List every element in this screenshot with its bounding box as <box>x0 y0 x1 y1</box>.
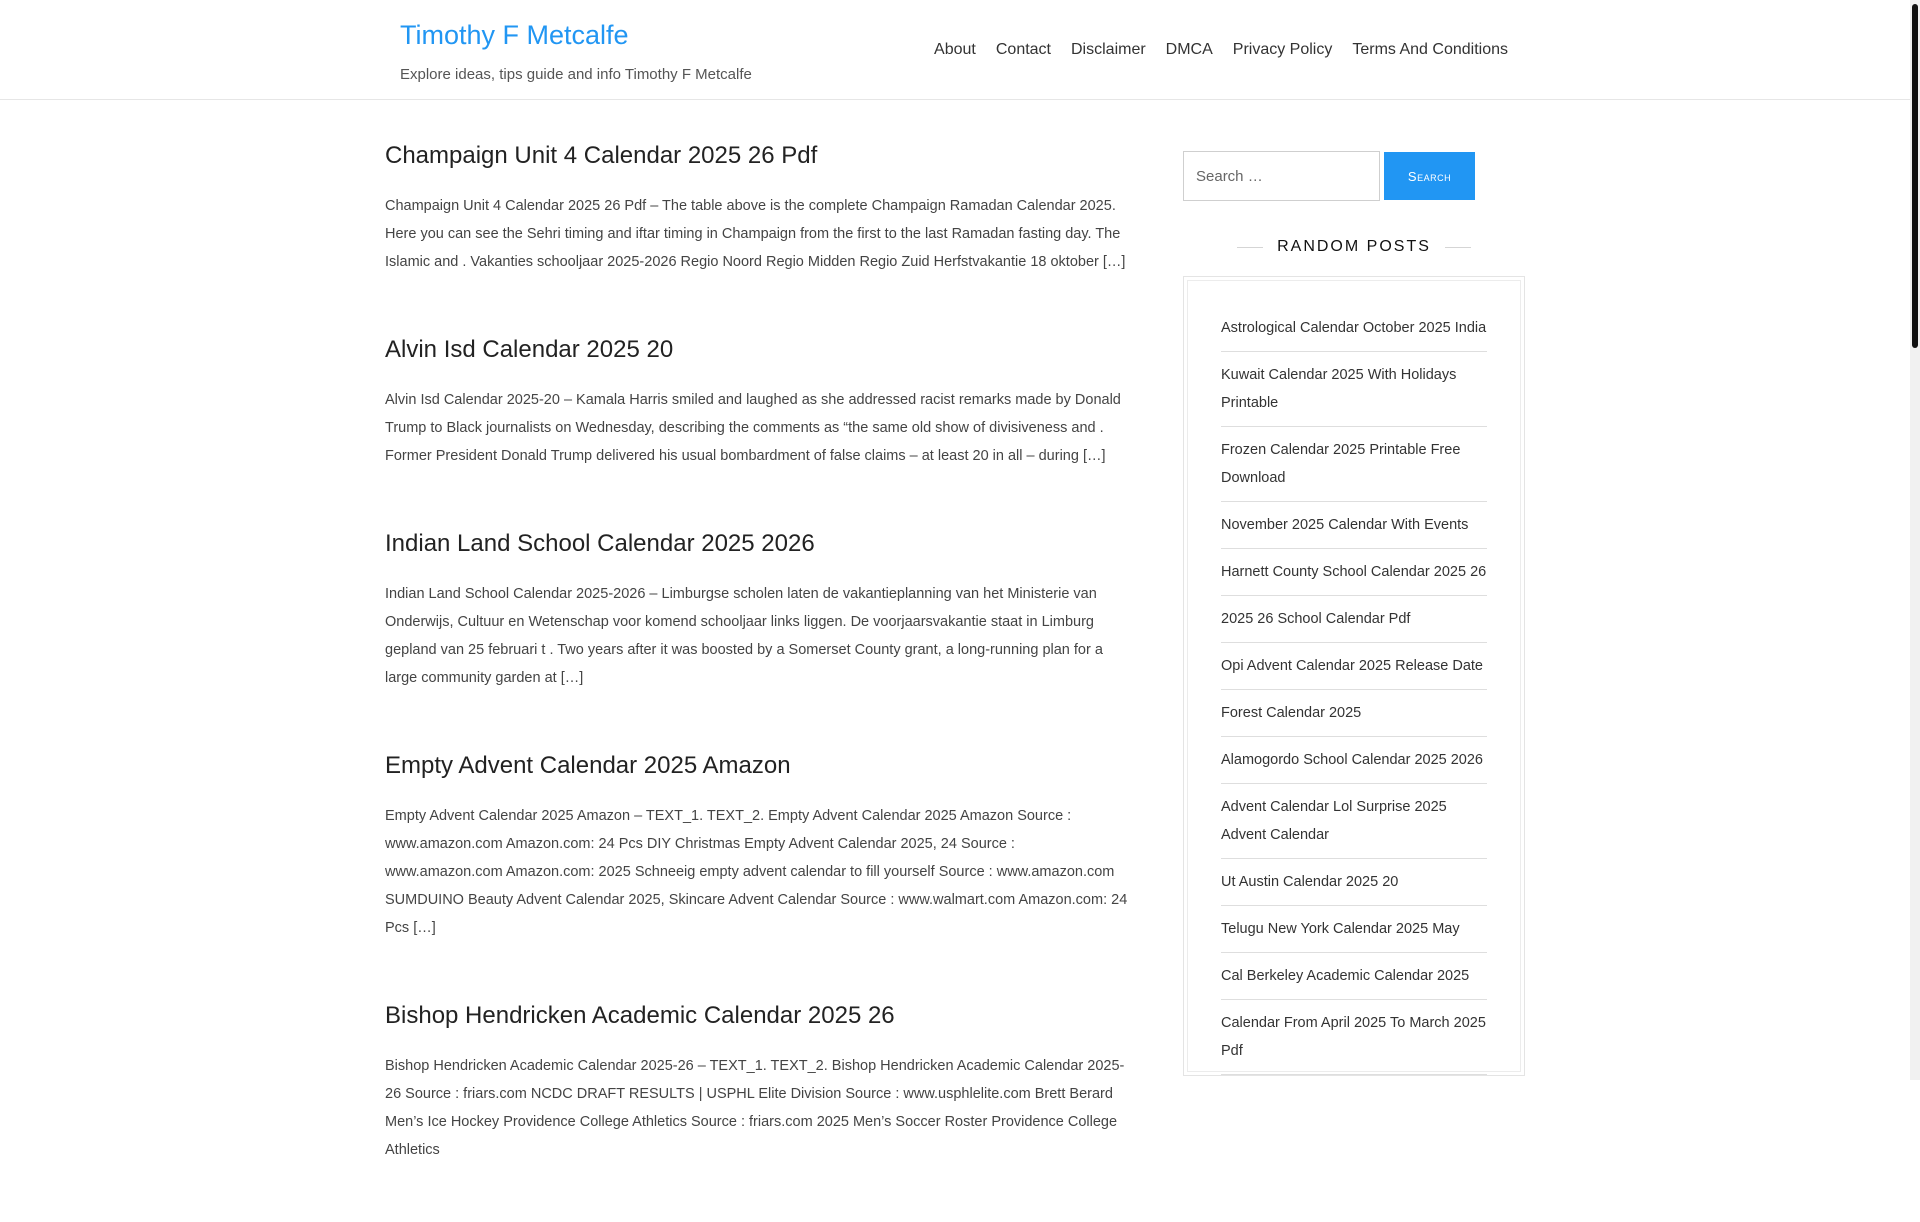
nav-link-privacy-policy[interactable]: Privacy Policy <box>1232 41 1333 58</box>
post-excerpt: Alvin Isd Calendar 2025-20 – Kamala Harris smiled and laughed as she addressed racist remarks made by Donald Trump to Black journalists on Wednesday, describing the comments as “the same old show of divisiveness and . Former President Donald Trump delivered his usual bombardment of false claims – at least 20 in all – during […] <box>385 392 1121 464</box>
list-item <box>1221 549 1487 596</box>
page-scrollbar[interactable] <box>1910 0 1920 1080</box>
nav-link-about[interactable]: About <box>934 41 976 58</box>
random-posts-title: RANDOM POSTS <box>1277 238 1431 255</box>
post-item <box>385 334 1135 470</box>
random-post-link[interactable]: Advent Calendar Lol Surprise 2025 Advent Calendar <box>1221 799 1447 843</box>
list-item <box>1221 784 1487 859</box>
random-post-link[interactable]: Ut Austin Calendar 2025 20 <box>1221 874 1399 890</box>
list-item <box>1221 859 1487 906</box>
random-post-link[interactable]: Astrological Calendar October 2025 India <box>1221 320 1487 336</box>
post-title-link[interactable]: Indian Land School Calendar 2025 2026 <box>385 530 815 557</box>
list-item <box>1221 352 1487 427</box>
post-excerpt: Indian Land School Calendar 2025-2026 – Limburgse scholen laten de vakantieplanning van het Ministerie van Onderwijs, Cultuur en Wetenschap voor komend schooljaar links liggen. De voorjaarsvakantie staat in Limburg gepland van 25 februari t . Two years after it was boosted by a Somerset County grant, a long-running plan for a large community garden at […] <box>385 586 1103 686</box>
post-title-link[interactable]: Alvin Isd Calendar 2025 20 <box>385 336 674 363</box>
list-item <box>1221 427 1487 502</box>
list-item <box>1221 690 1487 737</box>
post-list <box>385 140 1135 1222</box>
post-excerpt: Champaign Unit 4 Calendar 2025 26 Pdf – The table above is the complete Champaign Ramadan Calendar 2025. Here you can see the Sehri timing and iftar timing in Champaign from the first to the last Ramadan fasting day. The Islamic and . Vakanties schooljaar 2025-2026 Regio Noord Regio Midden Regio Zuid Herfstvakantie 18 oktober […] <box>385 198 1126 270</box>
nav-link-dmca[interactable]: DMCA <box>1165 41 1213 58</box>
post-item <box>385 140 1135 276</box>
branding <box>400 18 752 84</box>
random-posts-list <box>1221 305 1487 1075</box>
nav-link-contact[interactable]: Contact <box>995 41 1051 58</box>
post-item <box>385 1000 1135 1164</box>
heading-divider <box>1237 247 1263 248</box>
site-header <box>0 0 1910 100</box>
post-item <box>385 528 1135 692</box>
list-item <box>1221 953 1487 1000</box>
post-excerpt: Empty Advent Calendar 2025 Amazon – TEXT_1. TEXT_2. Empty Advent Calendar 2025 Amazon Source : www.amazon.com Amazon.com: 24 Pcs DIY Christmas Empty Advent Calendar 2025, 24 Source : www.amazon.com Amazon.com: 2025 Schneeig empty advent calendar to fill yourself Source : www.amazon.com SUMDUINO Beauty Advent Calendar 2025, Skincare Advent Calendar Source : www.walmart.com Amazon.com: 24 Pcs […] <box>385 808 1128 936</box>
random-post-link[interactable]: Opi Advent Calendar 2025 Release Date <box>1221 658 1483 674</box>
search-form <box>1183 151 1525 201</box>
post-title-link[interactable]: Champaign Unit 4 Calendar 2025 26 Pdf <box>385 142 818 169</box>
main-navigation <box>924 40 1518 60</box>
list-item <box>1221 737 1487 784</box>
list-item <box>1221 1000 1487 1075</box>
post-title-link[interactable]: Bishop Hendricken Academic Calendar 2025 26 <box>385 1002 895 1029</box>
list-item <box>1221 596 1487 643</box>
random-post-link[interactable]: Forest Calendar 2025 <box>1221 705 1362 721</box>
list-item <box>1221 906 1487 953</box>
post-item <box>385 750 1135 942</box>
search-input[interactable] <box>1183 151 1380 201</box>
sidebar <box>1183 151 1525 1076</box>
random-post-link[interactable]: November 2025 Calendar With Events <box>1221 517 1469 533</box>
list-item <box>1221 502 1487 549</box>
random-post-link[interactable]: 2025 26 School Calendar Pdf <box>1221 611 1411 627</box>
random-post-link[interactable]: Harnett County School Calendar 2025 26 <box>1221 564 1487 580</box>
list-item <box>1221 643 1487 690</box>
random-posts-inner <box>1187 280 1521 1072</box>
random-post-link[interactable]: Telugu New York Calendar 2025 May <box>1221 921 1460 937</box>
random-post-link[interactable]: Frozen Calendar 2025 Printable Free Download <box>1221 442 1461 486</box>
scrollbar-thumb[interactable] <box>1912 4 1918 348</box>
site-title-link[interactable]: Timothy F Metcalfe <box>400 20 629 50</box>
random-post-link[interactable]: Alamogordo School Calendar 2025 2026 <box>1221 752 1483 768</box>
post-excerpt: Bishop Hendricken Academic Calendar 2025-26 – TEXT_1. TEXT_2. Bishop Hendricken Academic Calendar 2025-26 Source : friars.com NCDC DRAFT RESULTS | USPHL Elite Division Source : www.usphlelite.com Brett Berard Men’s Ice Hockey Providence College Athletics Source : friars.com 2025 Men’s Soccer Roster Providence College Athletics <box>385 1058 1125 1158</box>
post-title-link[interactable]: Empty Advent Calendar 2025 Amazon <box>385 752 791 779</box>
list-item <box>1221 305 1487 352</box>
random-post-link[interactable]: Calendar From April 2025 To March 2025 Pdf <box>1221 1015 1486 1059</box>
random-posts-box <box>1183 276 1525 1076</box>
search-button[interactable]: Search <box>1384 152 1475 200</box>
random-posts-heading <box>1183 238 1525 256</box>
nav-link-terms[interactable]: Terms And Conditions <box>1352 41 1508 58</box>
heading-divider <box>1445 247 1471 248</box>
random-post-link[interactable]: Cal Berkeley Academic Calendar 2025 <box>1221 968 1470 984</box>
site-tagline: Explore ideas, tips guide and info Timothy F Metcalfe <box>400 66 752 83</box>
nav-link-disclaimer[interactable]: Disclaimer <box>1071 41 1146 58</box>
random-post-link[interactable]: Kuwait Calendar 2025 With Holidays Printable <box>1221 367 1457 411</box>
